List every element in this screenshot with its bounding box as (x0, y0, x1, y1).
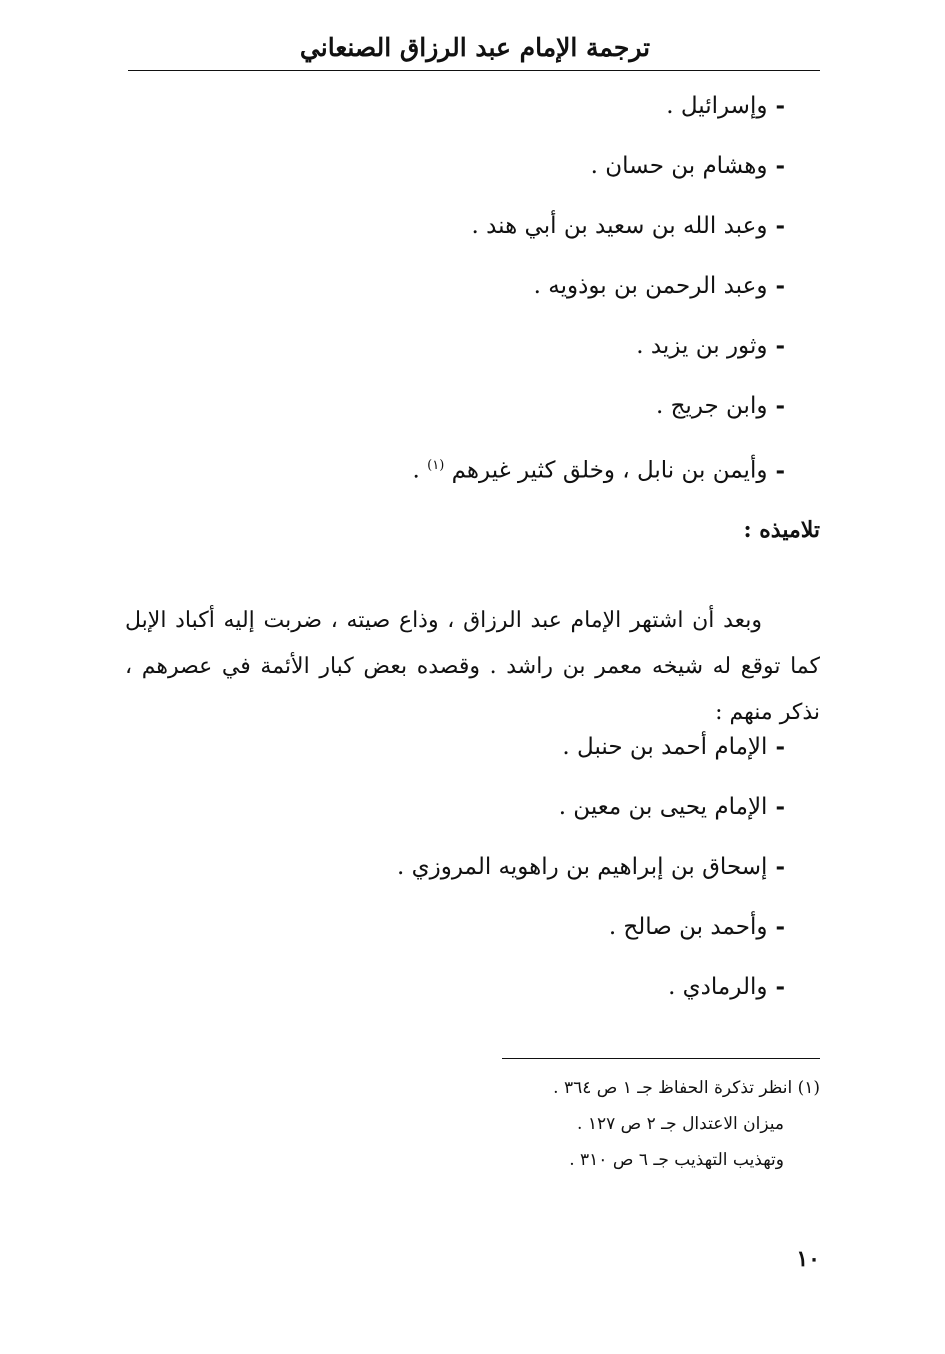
list-item (413, 436, 786, 496)
list-item (413, 376, 786, 436)
list-item-text: الإمام أحمد بن حنبل . (562, 734, 768, 760)
list-item-text: وأحمد بن صالح . (608, 914, 768, 940)
list-item (397, 777, 785, 837)
bullet-dash: - (775, 853, 785, 880)
list-item (413, 256, 786, 316)
list-item-text: وعبد الرحمن بن بوذويه . (533, 273, 768, 299)
header-rule (128, 70, 820, 71)
bullet-dash: - (775, 392, 785, 419)
students-paragraph: وبعد أن اشتهر الإمام عبد الرزاق ، وذاع صيته ، ضربت إليه أكباد الإبل كما توقع له شيخه معمر بن راشد . وقصده بعض كبار الأئمة في عصرهم ، نذكر منهم : (125, 608, 820, 725)
bullet-dash: - (775, 212, 785, 239)
bullet-dash: - (775, 92, 785, 119)
list-item (413, 136, 786, 196)
footnote-line: (١) انظر تذكرة الحفاظ جـ ١ ص ٣٦٤ . (553, 1078, 820, 1098)
list-item-text: وعبد الله بن سعيد بن أبي هند . (471, 213, 768, 239)
footnote-reference[interactable]: (١) (427, 458, 445, 473)
page-number: ١٠ (796, 1246, 820, 1272)
list-item (397, 717, 785, 777)
bullet-dash: - (775, 456, 785, 484)
bullet-dash: - (775, 973, 785, 1000)
bullet-dash: - (775, 152, 785, 179)
list-item (413, 196, 786, 256)
bullet-dash: - (775, 793, 785, 820)
list-item-text: وابن جريج . (655, 393, 768, 419)
list-item-text: وهشام بن حسان . (590, 153, 768, 179)
list-item (397, 837, 785, 897)
list-item (397, 957, 785, 1017)
list-item-text: الإمام يحيى بن معين . (558, 794, 768, 820)
footnote-rule (502, 1058, 820, 1059)
list-item-tail: . (412, 457, 420, 484)
footnote-line: وتهذيب التهذيب جـ ٦ ص ٣١٠ . (569, 1150, 784, 1170)
list-item-text: والرمادي . (668, 974, 768, 1000)
section-heading-students: تلاميذه : (743, 517, 820, 543)
footnote-line: ميزان الاعتدال جـ ٢ ص ١٢٧ . (577, 1114, 784, 1134)
running-header-title: ترجمة الإمام عبد الرزاق الصنعاني (299, 33, 651, 62)
list-item-text: إسحاق بن إبراهيم بن راهويه المروزي . (397, 854, 768, 880)
list-item (397, 897, 785, 957)
list-item (413, 76, 786, 136)
bullet-dash: - (775, 913, 785, 940)
footnotes (553, 1070, 820, 1178)
list-item-text: وأيمن بن نابل ، وخلق كثير غيرهم (451, 457, 768, 484)
narrators-list (413, 76, 786, 496)
list-item-text: وثور بن يزيد . (636, 333, 768, 359)
list-item-text: وإسرائيل . (666, 93, 768, 119)
bullet-dash: - (775, 733, 785, 760)
bullet-dash: - (775, 332, 785, 359)
students-list (397, 717, 785, 1017)
bullet-dash: - (775, 272, 785, 299)
list-item (413, 316, 786, 376)
